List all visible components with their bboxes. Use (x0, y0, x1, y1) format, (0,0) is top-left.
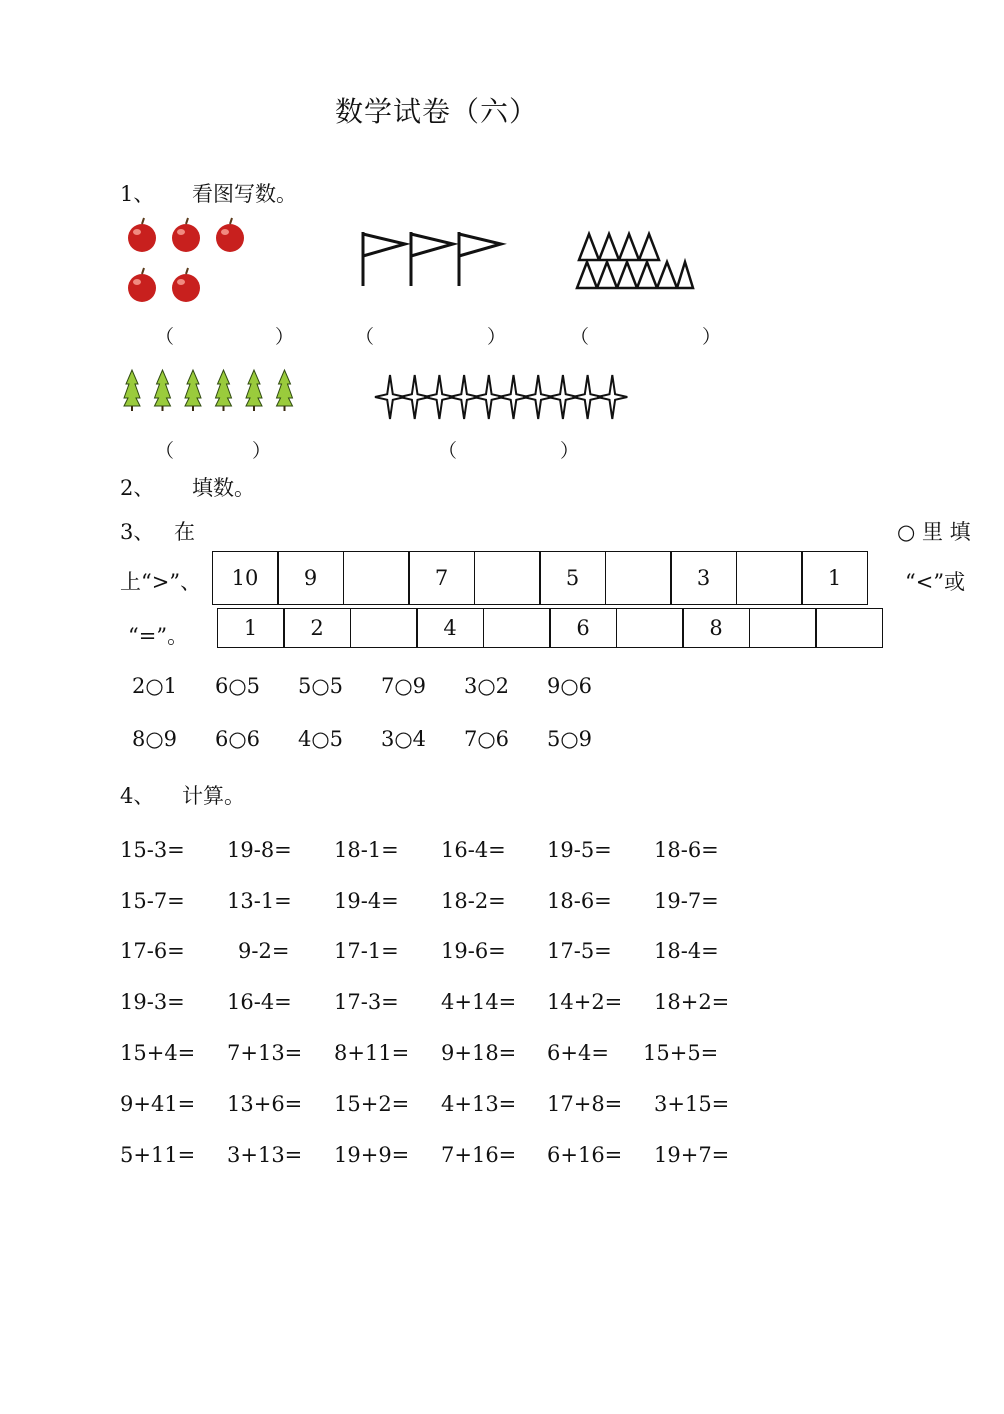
compare-item[interactable]: 5○5 (298, 674, 344, 698)
calc-problem[interactable]: 18+2= (654, 990, 730, 1014)
number-cell[interactable] (474, 551, 541, 605)
q2-label: 填数。 (192, 476, 255, 500)
number-cell[interactable] (736, 551, 803, 605)
number-cell[interactable]: 6 (549, 608, 617, 648)
number-cell[interactable] (815, 608, 883, 648)
calc-problem[interactable]: 17-6= (120, 939, 185, 963)
calc-problem[interactable]: 9-2= (238, 939, 290, 963)
number-cell[interactable]: 5 (539, 551, 606, 605)
q1-number: 1、 (120, 182, 155, 206)
number-cell[interactable]: 1 (801, 551, 868, 605)
compare-item[interactable]: 8○9 (132, 727, 178, 751)
calc-problem[interactable]: 7+16= (441, 1143, 517, 1167)
tree-icon (216, 370, 232, 406)
calc-problem[interactable]: 19+9= (334, 1143, 410, 1167)
calc-problem[interactable]: 19-5= (547, 838, 612, 862)
triangles-picture (575, 230, 700, 292)
compare-item[interactable]: 6○6 (215, 727, 261, 751)
answer-paren-open: （ (570, 326, 590, 348)
calc-problem[interactable]: 6+4= (547, 1041, 609, 1065)
number-cell[interactable] (350, 608, 418, 648)
calc-problem[interactable]: 18-1= (334, 838, 399, 862)
q4-number: 4、 (120, 784, 155, 808)
tree-icon (124, 370, 140, 406)
apple-icon (216, 218, 244, 252)
triangle-icon (577, 262, 693, 288)
calc-problem[interactable]: 9+41= (120, 1092, 196, 1116)
answer-paren-close: ） (560, 440, 580, 462)
compare-item[interactable]: 4○5 (298, 727, 344, 751)
apple-icon (172, 268, 200, 302)
number-cell[interactable]: 2 (283, 608, 351, 648)
answer-paren-open: （ (355, 326, 375, 348)
flag-icon (459, 232, 501, 286)
answer-paren-close: ） (275, 326, 295, 348)
flag-icon (411, 232, 453, 286)
number-sequence-row (213, 551, 868, 605)
tree-icon (246, 370, 262, 406)
compare-item[interactable]: 7○6 (464, 727, 510, 751)
calc-problem[interactable]: 18-2= (441, 889, 506, 913)
trees-picture (122, 368, 302, 412)
answer-paren-open: （ (155, 326, 175, 348)
tree-icon (185, 370, 201, 406)
calc-problem[interactable]: 18-4= (654, 939, 719, 963)
calc-problem[interactable]: 16-4= (227, 990, 292, 1014)
answer-paren-close: ） (252, 440, 272, 462)
apples-picture (118, 210, 258, 310)
apple-icon (128, 268, 156, 302)
number-cell[interactable] (483, 608, 551, 648)
calc-problem[interactable]: 15+4= (120, 1041, 196, 1065)
q3-number: 3、 (120, 520, 155, 544)
calc-problem[interactable]: 15+2= (334, 1092, 410, 1116)
compare-item[interactable]: 3○2 (464, 674, 510, 698)
compare-item[interactable]: 2○1 (132, 674, 178, 698)
flags-picture (355, 228, 515, 290)
stars-picture (375, 372, 640, 422)
tree-icon (155, 370, 171, 406)
calc-problem[interactable]: 3+15= (654, 1092, 730, 1116)
calc-problem[interactable]: 5+11= (120, 1143, 196, 1167)
number-cell[interactable]: 10 (212, 551, 279, 605)
number-cell[interactable] (616, 608, 684, 648)
calc-problem[interactable]: 18-6= (547, 889, 612, 913)
answer-paren-open: （ (155, 440, 175, 462)
triangle-icon (579, 234, 659, 260)
apple-icon-group (118, 210, 258, 310)
calc-problem[interactable]: 9+18= (441, 1041, 517, 1065)
calc-problem[interactable]: 19-8= (227, 838, 292, 862)
q3-text: “=”。 (128, 624, 189, 648)
page-title: 数学试卷（六） (335, 95, 539, 128)
calc-problem[interactable]: 19-6= (441, 939, 506, 963)
compare-item[interactable]: 7○9 (381, 674, 427, 698)
calc-problem[interactable]: 6+16= (547, 1143, 623, 1167)
apple-icon (172, 218, 200, 252)
number-cell[interactable]: 7 (408, 551, 475, 605)
compare-item[interactable]: 9○6 (547, 674, 593, 698)
number-sequence-row (218, 608, 883, 648)
calc-problem[interactable]: 18-6= (654, 838, 719, 862)
calc-problem[interactable]: 13+6= (227, 1092, 303, 1116)
q4-label: 计算。 (182, 784, 245, 808)
calc-problem[interactable]: 17-1= (334, 939, 399, 963)
calc-problem[interactable]: 7+13= (227, 1041, 303, 1065)
number-cell[interactable]: 4 (416, 608, 484, 648)
calc-problem[interactable]: 17+8= (547, 1092, 623, 1116)
calc-problem[interactable]: 17-3= (334, 990, 399, 1014)
flag-icon (363, 232, 405, 286)
number-cell[interactable] (749, 608, 817, 648)
number-cell[interactable]: 3 (670, 551, 737, 605)
q3-text: 在 (174, 520, 195, 544)
number-cell[interactable] (605, 551, 672, 605)
calc-problem[interactable]: 8+11= (334, 1041, 410, 1065)
calc-problem[interactable]: 19+7= (654, 1143, 730, 1167)
compare-item[interactable]: 3○4 (381, 727, 427, 751)
calc-problem[interactable]: 4+13= (441, 1092, 517, 1116)
compare-item[interactable]: 5○9 (547, 727, 593, 751)
calc-problem[interactable]: 16-4= (441, 838, 506, 862)
apple-icon (128, 218, 156, 252)
answer-paren-close: ） (702, 326, 722, 348)
compare-item[interactable]: 6○5 (215, 674, 261, 698)
q3-text: 上“>”、 (120, 570, 202, 594)
calc-problem[interactable]: 15-7= (120, 889, 185, 913)
tree-icon (277, 370, 293, 406)
calc-problem[interactable]: 13-1= (227, 889, 292, 913)
number-cell[interactable] (343, 551, 410, 605)
calc-problem[interactable]: 3+13= (227, 1143, 303, 1167)
q2-number: 2、 (120, 476, 155, 500)
calc-problem[interactable]: 15-3= (120, 838, 185, 862)
calc-problem[interactable]: 19-3= (120, 990, 185, 1014)
calc-problem[interactable]: 19-7= (654, 889, 719, 913)
q3-text: ○ 里 填 (897, 520, 971, 544)
q3-text: “<”或 (905, 570, 966, 594)
number-cell[interactable]: 1 (217, 608, 285, 648)
calc-problem[interactable]: 15+5= (643, 1041, 719, 1065)
calc-problem[interactable]: 14+2= (547, 990, 623, 1014)
calc-problem[interactable]: 4+14= (441, 990, 517, 1014)
q1-label: 看图写数。 (192, 182, 297, 206)
answer-paren-open: （ (438, 440, 458, 462)
answer-paren-close: ） (487, 326, 507, 348)
calc-problem[interactable]: 19-4= (334, 889, 399, 913)
calc-problem[interactable]: 17-5= (547, 939, 612, 963)
number-cell[interactable]: 9 (277, 551, 344, 605)
number-cell[interactable]: 8 (682, 608, 750, 648)
